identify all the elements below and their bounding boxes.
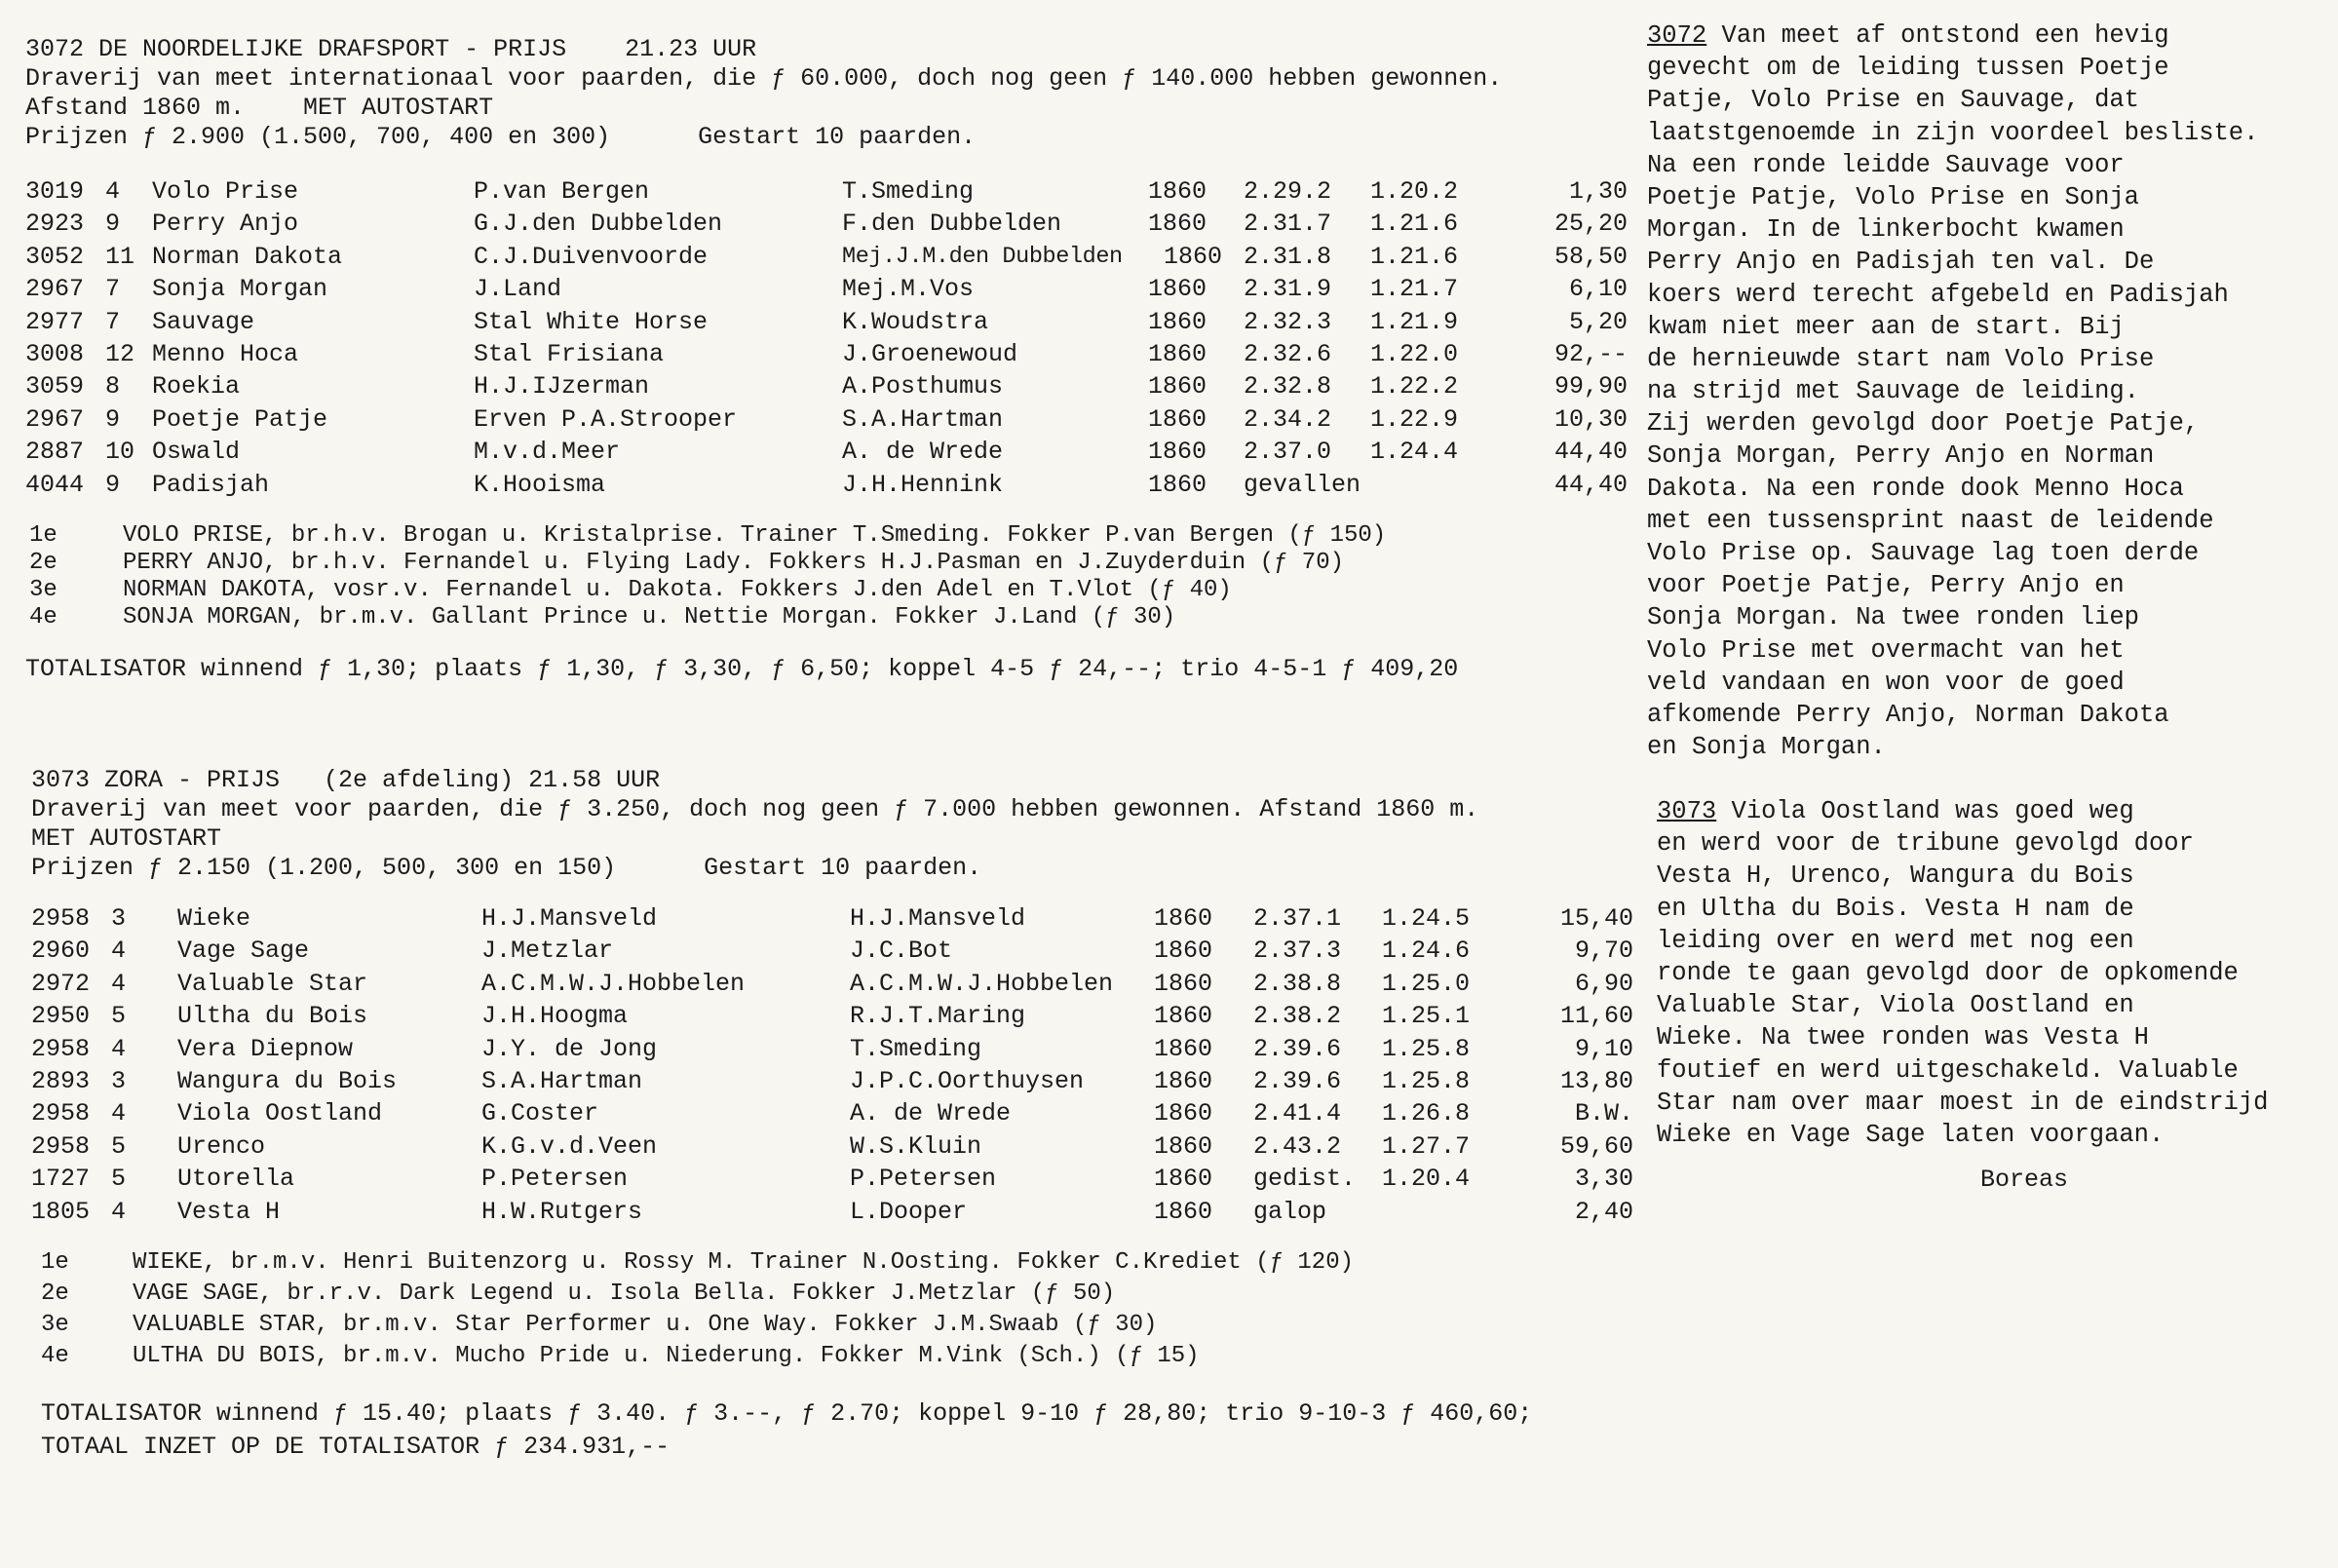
driver-cell: J.C.Bot <box>850 937 953 966</box>
odds-cell: B.W. <box>1574 1099 1633 1128</box>
km-time-cell: 1.21.7 <box>1370 275 1459 304</box>
odds-cell: 2,40 <box>1574 1197 1633 1226</box>
driver-cell: T.Smeding <box>842 177 975 206</box>
age-cell: 4 <box>111 969 127 998</box>
km-time-cell: 1.24.5 <box>1382 904 1471 933</box>
owner-cell: S.A.Hartman <box>481 1066 643 1095</box>
time-cell: 2.38.8 <box>1253 969 1342 998</box>
total-stake-line: TOTAAL INZET OP DE TOTALISATOR ƒ 234.931,-- <box>41 1432 671 1461</box>
list-item <box>25 550 1633 577</box>
list-item <box>31 1312 1639 1343</box>
km-time-cell: 1.27.7 <box>1382 1131 1471 1161</box>
list-item <box>31 1281 1639 1312</box>
distance-cell: 1860 <box>1154 1066 1213 1095</box>
report-line: 3072 Van meet af ontstond een hevig <box>1647 21 2169 50</box>
results-table <box>25 177 1633 503</box>
owner-cell: J.Land <box>474 275 562 304</box>
ref-cell: 2950 <box>31 1002 91 1031</box>
km-time-cell: 1.26.8 <box>1382 1099 1471 1128</box>
ref-cell: 2967 <box>25 275 85 304</box>
horse-cell: Viola Oostland <box>177 1099 383 1128</box>
odds-cell: 44,40 <box>1553 470 1628 499</box>
horse-cell: Padisjah <box>152 470 270 499</box>
race-prizes: Prijzen ƒ 2.900 (1.500, 700, 400 en 300) Gestart 10 paarden. <box>25 123 977 151</box>
km-time-cell: 1.24.6 <box>1382 937 1471 966</box>
time-cell: 2.29.2 <box>1244 177 1332 206</box>
horse-cell: Oswald <box>152 438 241 467</box>
age-cell: 4 <box>111 1034 127 1063</box>
odds-cell: 1,30 <box>1568 177 1628 206</box>
odds-cell: 92,-- <box>1553 339 1628 368</box>
placings-list <box>25 522 1633 631</box>
distance-cell: 1860 <box>1154 1002 1213 1031</box>
horse-cell: Vesta H <box>177 1197 281 1226</box>
time-cell: galop <box>1253 1197 1327 1226</box>
age-cell: 11 <box>105 242 135 271</box>
owner-cell: M.v.d.Meer <box>474 438 621 467</box>
placing-position: 2e <box>29 549 57 576</box>
age-cell: 7 <box>105 307 121 336</box>
horse-cell: Ultha du Bois <box>177 1002 368 1031</box>
age-cell: 5 <box>111 1002 127 1031</box>
table-row <box>25 372 1633 404</box>
table-row <box>31 970 1639 1002</box>
km-time-cell: 1.21.6 <box>1370 242 1459 271</box>
ref-cell: 2977 <box>25 307 85 336</box>
placing-text: VALUABLE STAR, br.m.v. Star Performer u. One Way. Fokker J.M.Swaab (ƒ 30) <box>133 1311 1158 1338</box>
driver-cell: S.A.Hartman <box>842 404 1004 434</box>
placing-position: 4e <box>41 1342 69 1369</box>
ref-cell: 1727 <box>31 1165 91 1194</box>
report-line: Dakota. Na een ronde dook Menno Hoca <box>1647 474 2184 503</box>
odds-cell: 3,30 <box>1574 1165 1633 1194</box>
report-line: leiding over en werd met nog een <box>1657 926 2134 955</box>
table-row <box>25 471 1633 503</box>
km-time-cell: 1.22.0 <box>1370 339 1459 368</box>
ref-cell: 2958 <box>31 904 91 933</box>
km-time-cell: 1.25.8 <box>1382 1066 1471 1095</box>
author-signature: Boreas <box>1980 1166 2069 1194</box>
km-time-cell: 1.24.4 <box>1370 438 1459 467</box>
odds-cell: 58,50 <box>1553 242 1628 271</box>
ref-cell: 1805 <box>31 1197 91 1226</box>
race-distance: MET AUTOSTART <box>31 824 222 853</box>
ref-cell: 2972 <box>31 969 91 998</box>
ref-cell: 2958 <box>31 1131 91 1161</box>
distance-cell: 1860 <box>1148 438 1207 467</box>
owner-cell: C.J.Duivenvoorde <box>474 242 709 271</box>
driver-cell: J.H.Hennink <box>842 470 1004 499</box>
horse-cell: Sonja Morgan <box>152 275 328 304</box>
report-ref: 3072 <box>1647 21 1707 50</box>
race-3073 <box>31 766 1639 1466</box>
owner-cell: K.G.v.d.Veen <box>481 1131 658 1161</box>
horse-cell: Valuable Star <box>177 969 368 998</box>
placing-position: 1e <box>29 521 57 549</box>
horse-cell: Perry Anjo <box>152 210 299 239</box>
time-cell: 2.39.6 <box>1253 1034 1342 1063</box>
distance-cell: 1860 <box>1148 275 1207 304</box>
ref-cell: 2887 <box>25 438 85 467</box>
distance-cell: 1860 <box>1148 177 1207 206</box>
placings-list <box>31 1249 1639 1374</box>
distance-cell: 1860 <box>1148 470 1207 499</box>
placing-text: WIEKE, br.m.v. Henri Buitenzorg u. Rossy M. Trainer N.Oosting. Fokker C.Krediet (ƒ 120) <box>133 1248 1355 1276</box>
totalisator-line: TOTALISATOR winnend ƒ 15.40; plaats ƒ 3.40. ƒ 3.--, ƒ 2.70; koppel 9-10 ƒ 28,80; trio 9-10-3 ƒ 460,60; <box>41 1398 1533 1428</box>
report-line: Poetje Patje, Volo Prise en Sonja <box>1647 182 2139 211</box>
distance-cell: 1860 <box>1148 339 1207 368</box>
driver-cell: P.Petersen <box>850 1165 997 1194</box>
age-cell: 12 <box>105 339 135 368</box>
time-cell: 2.39.6 <box>1253 1066 1342 1095</box>
list-item <box>25 604 1633 631</box>
race-report-3073 <box>1657 795 2338 1151</box>
report-line: veld vandaan en won voor de goed <box>1647 668 2125 697</box>
km-time-cell: 1.20.4 <box>1382 1165 1471 1194</box>
owner-cell: H.J.Mansveld <box>481 904 658 933</box>
table-row <box>31 1099 1639 1131</box>
time-cell: gedist. <box>1253 1165 1357 1194</box>
report-line: Sonja Morgan. Na twee ronden liep <box>1647 603 2139 632</box>
distance-cell: 1860 <box>1148 210 1207 239</box>
distance-cell: 1860 <box>1154 969 1213 998</box>
placing-position: 4e <box>29 603 57 631</box>
ref-cell: 3019 <box>25 177 85 206</box>
time-cell: 2.37.1 <box>1253 904 1342 933</box>
distance-cell: 1860 <box>1154 1197 1213 1226</box>
owner-cell: H.W.Rutgers <box>481 1197 643 1226</box>
report-line: koers werd terecht afgebeld en Padisjah <box>1647 280 2229 309</box>
table-row <box>25 340 1633 372</box>
driver-cell: Mej.M.Vos <box>842 275 975 304</box>
race-title: 3073 ZORA - PRIJS (2e afdeling) 21.58 UUR <box>31 766 661 794</box>
owner-cell: G.J.den Dubbelden <box>474 210 723 239</box>
driver-cell: J.Groenewoud <box>842 339 1018 368</box>
age-cell: 5 <box>111 1131 127 1161</box>
report-line: Zij werden gevolgd door Poetje Patje, <box>1647 409 2200 439</box>
horse-cell: Norman Dakota <box>152 242 343 271</box>
driver-cell: Mej.J.M.den Dubbelden <box>842 243 1123 270</box>
owner-cell: Erven P.A.Strooper <box>474 404 738 434</box>
time-cell: 2.31.7 <box>1244 210 1332 239</box>
table-row <box>31 1132 1639 1165</box>
age-cell: 4 <box>111 1099 127 1128</box>
odds-cell: 99,90 <box>1553 372 1628 402</box>
report-line: Patje, Volo Prise en Sauvage, dat <box>1647 86 2139 115</box>
age-cell: 3 <box>111 1066 127 1095</box>
time-cell: 2.31.8 <box>1244 242 1332 271</box>
report-line: Sonja Morgan, Perry Anjo en Norman <box>1647 441 2155 471</box>
age-cell: 9 <box>105 470 121 499</box>
horse-cell: Vage Sage <box>177 937 310 966</box>
odds-cell: 10,30 <box>1553 404 1628 434</box>
horse-cell: Wangura du Bois <box>177 1066 398 1095</box>
age-cell: 10 <box>105 438 135 467</box>
driver-cell: A.C.M.W.J.Hobbelen <box>850 969 1114 998</box>
distance-cell: 1860 <box>1154 1099 1213 1128</box>
odds-cell: 5,20 <box>1568 307 1628 336</box>
report-ref: 3073 <box>1657 797 1717 825</box>
time-cell: 2.34.2 <box>1244 404 1332 434</box>
driver-cell: L.Dooper <box>850 1197 968 1226</box>
time-cell: 2.43.2 <box>1253 1131 1342 1161</box>
driver-cell: A. de Wrede <box>842 438 1004 467</box>
time-cell: 2.32.6 <box>1244 339 1332 368</box>
horse-cell: Sauvage <box>152 307 255 336</box>
report-line: gevecht om de leiding tussen Poetje <box>1647 54 2169 83</box>
odds-cell: 59,60 <box>1559 1131 1633 1161</box>
table-row <box>25 275 1633 307</box>
report-line: en Sonja Morgan. <box>1647 733 1886 762</box>
time-cell: 2.37.3 <box>1253 937 1342 966</box>
table-row <box>25 308 1633 340</box>
report-line: Volo Prise op. Sauvage lag toen derde <box>1647 539 2200 567</box>
report-line: en werd voor de tribune gevolgd door <box>1657 829 2194 859</box>
km-time-cell: 1.25.8 <box>1382 1034 1471 1063</box>
owner-cell: Stal Frisiana <box>474 339 665 368</box>
ref-cell: 2967 <box>25 404 85 434</box>
driver-cell: W.S.Kluin <box>850 1131 982 1161</box>
distance-cell: 1860 <box>1154 937 1213 966</box>
placing-position: 3e <box>41 1311 69 1338</box>
km-time-cell: 1.20.2 <box>1370 177 1459 206</box>
distance-cell: 1860 <box>1154 904 1213 933</box>
placing-text: NORMAN DAKOTA, vosr.v. Fernandel u. Dakota. Fokkers J.den Adel en T.Vlot (ƒ 40) <box>123 576 1232 603</box>
km-time-cell: 1.21.9 <box>1370 307 1459 336</box>
ref-cell: 2923 <box>25 210 85 239</box>
age-cell: 4 <box>111 1197 127 1226</box>
time-cell: 2.38.2 <box>1253 1002 1342 1031</box>
km-time-cell: 1.25.1 <box>1382 1002 1471 1031</box>
horse-cell: Menno Hoca <box>152 339 299 368</box>
list-item <box>31 1343 1639 1374</box>
time-cell: 2.32.3 <box>1244 307 1332 336</box>
report-line: Star nam over maar moest in de eindstrijd <box>1657 1088 2269 1117</box>
age-cell: 4 <box>111 937 127 966</box>
distance-cell: 1860 <box>1154 1131 1213 1161</box>
placing-position: 1e <box>41 1248 69 1276</box>
distance-cell: 1860 <box>1148 307 1207 336</box>
ref-cell: 2958 <box>31 1099 91 1128</box>
report-line: foutief en werd uitgeschakeld. Valuable <box>1657 1055 2239 1085</box>
race-title: 3072 DE NOORDELIJKE DRAFSPORT - PRIJS 21.23 UUR <box>25 35 757 63</box>
odds-cell: 13,80 <box>1559 1066 1633 1095</box>
placing-text: PERRY ANJO, br.h.v. Fernandel u. Flying Lady. Fokkers H.J.Pasman en J.Zuyderduin (ƒ 70) <box>123 549 1345 576</box>
report-line: voor Poetje Patje, Perry Anjo en <box>1647 571 2125 600</box>
list-item <box>25 577 1633 604</box>
horse-cell: Roekia <box>152 372 241 402</box>
ref-cell: 3059 <box>25 372 85 402</box>
km-time-cell: 1.22.2 <box>1370 372 1459 402</box>
report-line: Perry Anjo en Padisjah ten val. De <box>1647 248 2155 277</box>
table-row <box>25 243 1633 275</box>
owner-cell: J.H.Hoogma <box>481 1002 629 1031</box>
ref-cell: 2960 <box>31 937 91 966</box>
list-item <box>25 522 1633 550</box>
distance-cell: 1860 <box>1164 242 1223 271</box>
race-prizes: Prijzen ƒ 2.150 (1.200, 500, 300 en 150) Gestart 10 paarden. <box>31 854 982 882</box>
race-distance: Afstand 1860 m. MET AUTOSTART <box>25 94 494 122</box>
owner-cell: K.Hooisma <box>474 470 606 499</box>
ref-cell: 3052 <box>25 242 85 271</box>
table-row <box>25 177 1633 210</box>
table-row <box>31 1198 1639 1230</box>
report-line: afkomende Perry Anjo, Norman Dakota <box>1647 700 2169 729</box>
distance-cell: 1860 <box>1148 404 1207 434</box>
report-line: Vesta H, Urenco, Wangura du Bois <box>1657 861 2134 891</box>
table-row <box>31 904 1639 937</box>
odds-cell: 9,10 <box>1574 1034 1633 1063</box>
km-time-cell: 1.25.0 <box>1382 969 1471 998</box>
km-time-cell: 1.21.6 <box>1370 210 1459 239</box>
table-row <box>31 1002 1639 1034</box>
horse-cell: Wieke <box>177 904 251 933</box>
owner-cell: J.Metzlar <box>481 937 614 966</box>
driver-cell: A. de Wrede <box>850 1099 1012 1128</box>
report-line: laatstgenoemde in zijn voordeel besliste. <box>1647 118 2259 147</box>
report-line: Valuable Star, Viola Oostland en <box>1657 991 2134 1020</box>
report-line: met een tussensprint naast de leidende <box>1647 506 2214 535</box>
odds-cell: 9,70 <box>1574 937 1633 966</box>
race-3072 <box>25 35 1633 688</box>
owner-cell: P.van Bergen <box>474 177 650 206</box>
driver-cell: R.J.T.Maring <box>850 1002 1026 1031</box>
race-conditions: Draverij van meet internationaal voor paarden, die ƒ 60.000, doch nog geen ƒ 140.000 hebben gewonnen. <box>25 64 1503 93</box>
age-cell: 9 <box>105 404 121 434</box>
time-cell: 2.31.9 <box>1244 275 1332 304</box>
owner-cell: H.J.IJzerman <box>474 372 650 402</box>
placing-text: VOLO PRISE, br.h.v. Brogan u. Kristalprise. Trainer T.Smeding. Fokker P.van Bergen (ƒ 150) <box>123 521 1387 549</box>
report-line: 3073 Viola Oostland was goed weg <box>1657 797 2134 825</box>
distance-cell: 1860 <box>1148 372 1207 402</box>
report-line: Volo Prise met overmacht van het <box>1647 635 2125 665</box>
odds-cell: 6,90 <box>1574 969 1633 998</box>
time-cell: 2.37.0 <box>1244 438 1332 467</box>
age-cell: 5 <box>111 1165 127 1194</box>
odds-cell: 6,10 <box>1568 275 1628 304</box>
report-line: Wieke. Na twee ronden was Vesta H <box>1657 1023 2149 1052</box>
driver-cell: F.den Dubbelden <box>842 210 1062 239</box>
age-cell: 3 <box>111 904 127 933</box>
report-line: na strijd met Sauvage de leiding. <box>1647 377 2139 406</box>
placing-position: 3e <box>29 576 57 603</box>
table-row <box>31 1165 1639 1197</box>
distance-cell: 1860 <box>1154 1165 1213 1194</box>
owner-cell: P.Petersen <box>481 1165 629 1194</box>
report-line: en Ultha du Bois. Vesta H nam de <box>1657 894 2134 923</box>
table-row <box>31 1035 1639 1067</box>
horse-cell: Volo Prise <box>152 177 299 206</box>
odds-cell: 11,60 <box>1559 1002 1633 1031</box>
report-line: ronde te gaan gevolgd door de opkomende <box>1657 958 2239 987</box>
owner-cell: Stal White Horse <box>474 307 709 336</box>
horse-cell: Poetje Patje <box>152 404 328 434</box>
owner-cell: J.Y. de Jong <box>481 1034 658 1063</box>
table-row <box>31 937 1639 969</box>
race-report-3072 <box>1647 19 2329 763</box>
report-line: kwam niet meer aan de start. Bij <box>1647 312 2125 341</box>
horse-cell: Urenco <box>177 1131 266 1161</box>
report-line: de hernieuwde start nam Volo Prise <box>1647 344 2155 373</box>
odds-cell: 15,40 <box>1559 904 1633 933</box>
owner-cell: G.Coster <box>481 1099 599 1128</box>
time-cell: gevallen <box>1244 470 1361 499</box>
placing-text: ULTHA DU BOIS, br.m.v. Mucho Pride u. Niederung. Fokker M.Vink (Sch.) (ƒ 15) <box>133 1342 1200 1369</box>
report-line: Na een ronde leidde Sauvage voor <box>1647 150 2125 179</box>
horse-cell: Vera Diepnow <box>177 1034 354 1063</box>
age-cell: 9 <box>105 210 121 239</box>
time-cell: 2.32.8 <box>1244 372 1332 402</box>
placing-position: 2e <box>41 1280 69 1307</box>
table-row <box>31 1067 1639 1099</box>
time-cell: 2.41.4 <box>1253 1099 1342 1128</box>
report-line: Wieke en Vage Sage laten voorgaan. <box>1657 1120 2165 1149</box>
ref-cell: 3008 <box>25 339 85 368</box>
age-cell: 7 <box>105 275 121 304</box>
driver-cell: H.J.Mansveld <box>850 904 1026 933</box>
list-item <box>31 1249 1639 1281</box>
km-time-cell: 1.22.9 <box>1370 404 1459 434</box>
placing-text: VAGE SAGE, br.r.v. Dark Legend u. Isola Bella. Fokker J.Metzlar (ƒ 50) <box>133 1280 1116 1307</box>
ref-cell: 4044 <box>25 470 85 499</box>
owner-cell: A.C.M.W.J.Hobbelen <box>481 969 746 998</box>
driver-cell: T.Smeding <box>850 1034 982 1063</box>
table-row <box>25 438 1633 470</box>
results-table <box>31 904 1639 1230</box>
table-row <box>25 405 1633 438</box>
age-cell: 8 <box>105 372 121 402</box>
odds-cell: 25,20 <box>1553 210 1628 239</box>
report-line: Morgan. In de linkerbocht kwamen <box>1647 215 2125 245</box>
table-row <box>25 210 1633 242</box>
driver-cell: A.Posthumus <box>842 372 1004 402</box>
ref-cell: 2958 <box>31 1034 91 1063</box>
placing-text: SONJA MORGAN, br.m.v. Gallant Prince u. Nettie Morgan. Fokker J.Land (ƒ 30) <box>123 603 1176 631</box>
odds-cell: 44,40 <box>1553 438 1628 467</box>
totalisator-line: TOTALISATOR winnend ƒ 1,30; plaats ƒ 1,30, ƒ 3,30, ƒ 6,50; koppel 4-5 ƒ 24,--; trio 4-5-1 ƒ 409,20 <box>25 654 1459 683</box>
distance-cell: 1860 <box>1154 1034 1213 1063</box>
ref-cell: 2893 <box>31 1066 91 1095</box>
age-cell: 4 <box>105 177 121 206</box>
driver-cell: K.Woudstra <box>842 307 989 336</box>
driver-cell: J.P.C.Oorthuysen <box>850 1066 1085 1095</box>
race-conditions: Draverij van meet voor paarden, die ƒ 3.250, doch nog geen ƒ 7.000 hebben gewonnen. Afstand 1860 m. <box>31 795 1479 823</box>
horse-cell: Utorella <box>177 1165 295 1194</box>
